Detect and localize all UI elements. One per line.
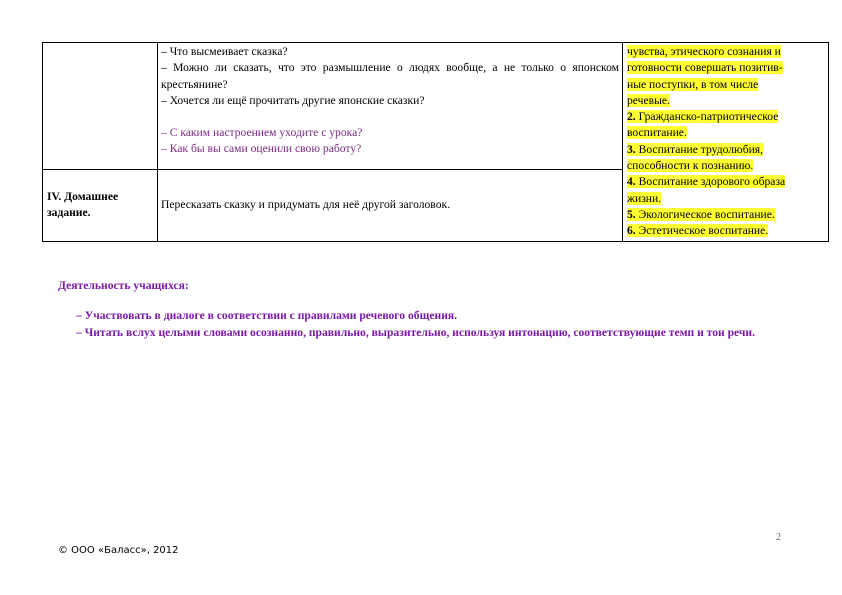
question-line: – Что высмеивает сказка? <box>161 45 288 58</box>
goal-line: 2. Гражданско-патриотическое <box>627 110 779 124</box>
goal-line: воспитание. <box>627 126 687 140</box>
goal-line: способности к познанию. <box>627 159 754 173</box>
activity-list <box>58 308 798 341</box>
copyright-footer: © ООО «Баласс», 2012 <box>58 545 179 556</box>
goal-line: 3. Воспитание трудолюбия, <box>627 142 764 156</box>
list-item: – Участвовать в диалоге в соответствии с правилами речевого общения. <box>76 309 458 323</box>
goal-line: 5. Экологическое воспитание. <box>627 207 775 221</box>
goal-line: жизни. <box>627 191 662 205</box>
spacer <box>161 109 619 125</box>
homework-task-cell: Пересказать сказку и придумать для неё другой заголовок. <box>158 169 623 241</box>
reflection-line: – Как бы вы сами оценили свою работу? <box>161 142 362 156</box>
question-line: – Хочется ли ещё прочитать другие японские сказки? <box>161 93 425 107</box>
question-line: – Можно ли сказать, что это размышление о людях вообще, а не только о японском крестьянине? <box>161 61 619 91</box>
stage-cell-homework: IV. Домашнее задание. <box>43 169 158 241</box>
list-item: – Читать вслух целыми словами осознанно, правильно, выразительно, используя интонацию, соответствующие темп и тон речи. <box>76 325 755 339</box>
goal-line: ные поступки, в том числе <box>627 77 759 91</box>
reflection-line: – С каким настроением уходите с урока? <box>161 126 363 140</box>
goal-line: 6. Эстетическое воспитание. <box>627 224 769 238</box>
page-number: 2 <box>776 532 781 543</box>
activity-title: Деятельность учащихся: <box>58 279 189 292</box>
upbringing-goals-cell <box>623 43 829 242</box>
table-row <box>43 43 829 170</box>
goal-line: 4. Воспитание здорового образа <box>627 175 786 189</box>
stage-cell <box>43 43 158 170</box>
goal-line: чувства, этического сознания и <box>627 45 781 58</box>
questions-cell <box>158 43 623 170</box>
goal-line: речевые. <box>627 93 670 107</box>
student-activity-section <box>58 278 798 341</box>
lesson-plan-table <box>42 42 829 242</box>
goal-line: готовности совершать позитив- <box>627 61 783 75</box>
